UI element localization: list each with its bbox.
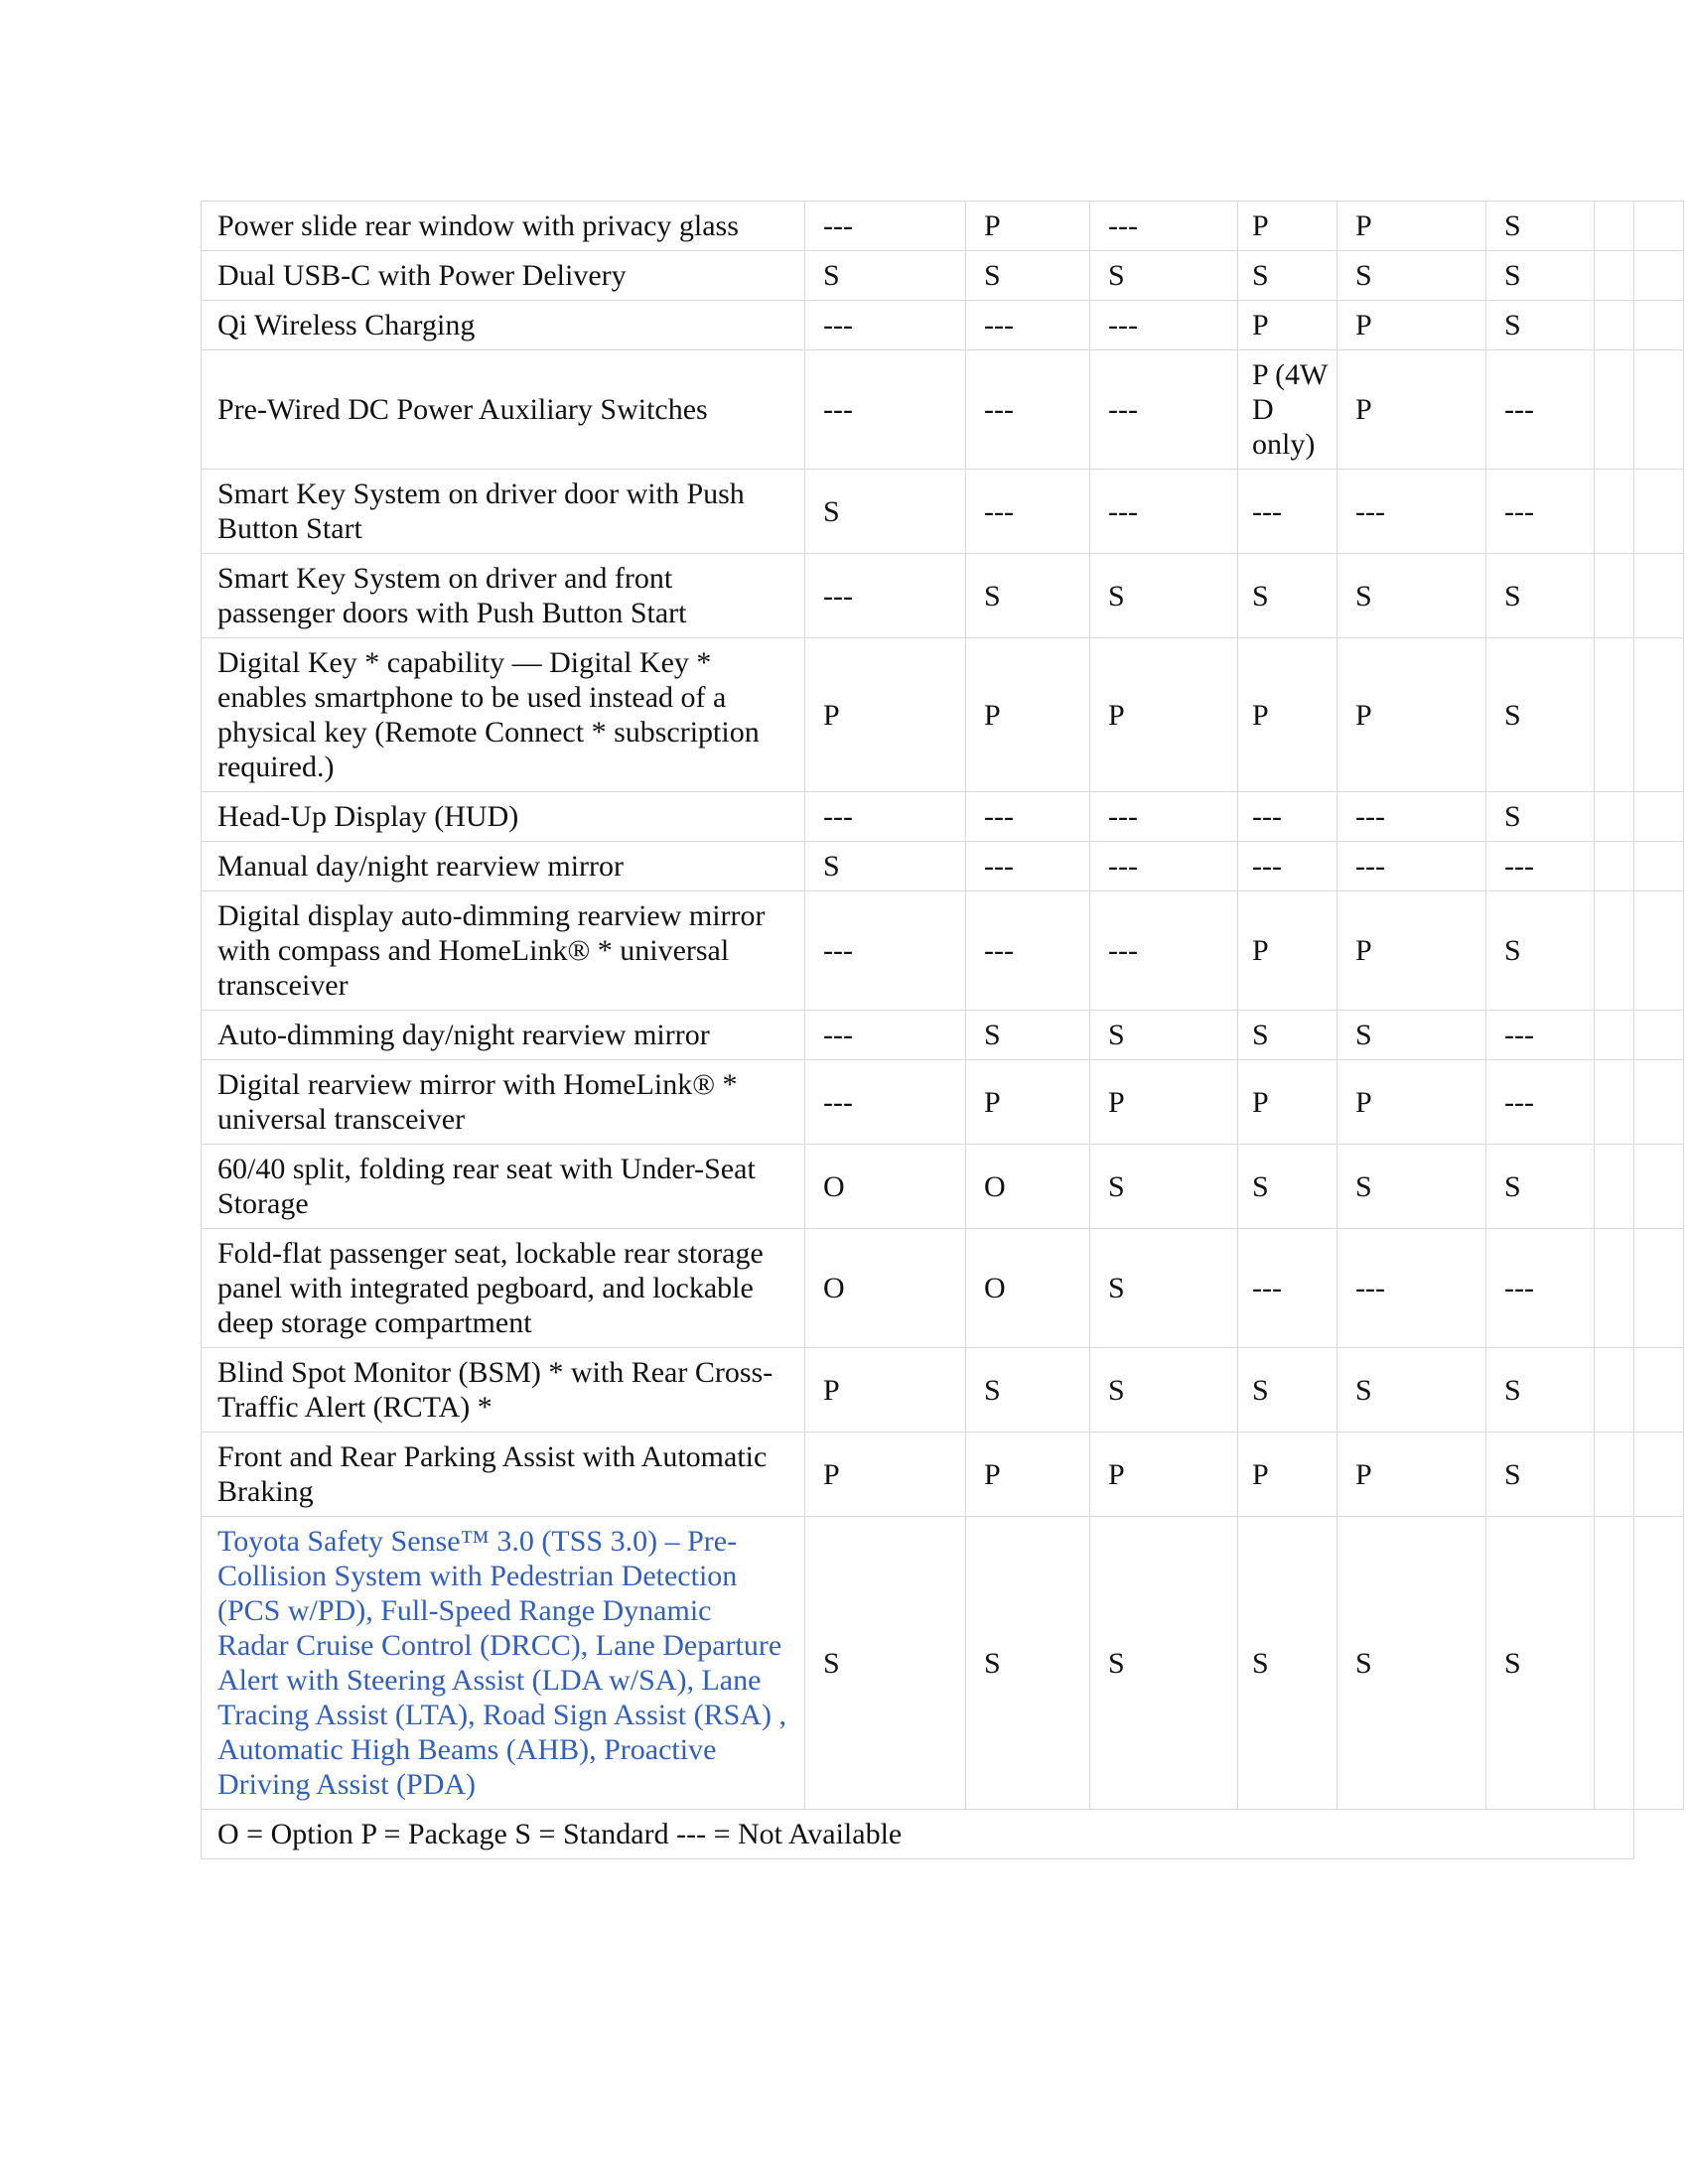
availability-cell: S: [1238, 554, 1337, 638]
feature-name: Auto-dimming day/night rearview mirror: [202, 1011, 805, 1060]
empty-cell: [1595, 470, 1634, 554]
availability-cell: ---: [1486, 350, 1595, 470]
availability-cell: S: [805, 470, 966, 554]
availability-cell: S: [1238, 251, 1337, 301]
feature-name: Pre-Wired DC Power Auxiliary Switches: [202, 350, 805, 470]
empty-cell: [1634, 350, 1684, 470]
empty-cell: [1595, 1011, 1634, 1060]
table-row: [202, 251, 1684, 301]
availability-cell: S: [966, 1348, 1090, 1433]
availability-cell: S: [1486, 251, 1595, 301]
empty-cell: [1634, 1517, 1684, 1810]
table-row: [202, 1517, 1684, 1810]
empty-cell: [1634, 1060, 1684, 1145]
availability-cell: ---: [805, 202, 966, 251]
availability-cell: ---: [1090, 842, 1238, 891]
availability-cell: S: [966, 1517, 1090, 1810]
availability-cell: S: [1486, 638, 1595, 792]
availability-cell: S: [1486, 301, 1595, 350]
empty-cell: [1634, 470, 1684, 554]
availability-cell: S: [805, 251, 966, 301]
availability-cell: ---: [805, 350, 966, 470]
availability-cell: P: [1238, 301, 1337, 350]
feature-name: Dual USB-C with Power Delivery: [202, 251, 805, 301]
availability-cell: S: [1090, 554, 1238, 638]
feature-name: Fold-flat passenger seat, lockable rear storage panel with integrated pegboard, and lockable deep storage compartment: [202, 1229, 805, 1348]
availability-cell: ---: [1486, 842, 1595, 891]
availability-cell: S: [1337, 1011, 1486, 1060]
availability-cell: S: [1486, 202, 1595, 251]
availability-cell: S: [1337, 1517, 1486, 1810]
table-row: [202, 202, 1684, 251]
availability-cell: S: [966, 554, 1090, 638]
availability-cell: S: [1090, 1229, 1238, 1348]
availability-cell: ---: [1090, 350, 1238, 470]
legend-row: [202, 1810, 1684, 1859]
feature-name: Head-Up Display (HUD): [202, 792, 805, 842]
empty-cell: [1634, 1011, 1684, 1060]
availability-cell: P: [1337, 1433, 1486, 1517]
availability-cell: S: [1090, 1011, 1238, 1060]
availability-cell: P: [966, 202, 1090, 251]
availability-cell: ---: [805, 301, 966, 350]
table-row: [202, 1060, 1684, 1145]
feature-name: Digital display auto-dimming rearview mirror with compass and HomeLink® * universal transceiver: [202, 891, 805, 1011]
table-row: [202, 1011, 1684, 1060]
empty-cell: [1595, 350, 1634, 470]
availability-cell: P: [1337, 350, 1486, 470]
feature-name: Front and Rear Parking Assist with Automatic Braking: [202, 1433, 805, 1517]
availability-cell: ---: [966, 301, 1090, 350]
empty-cell: [1595, 842, 1634, 891]
availability-cell: S: [805, 842, 966, 891]
table-row: [202, 1229, 1684, 1348]
availability-cell: S: [966, 251, 1090, 301]
availability-cell: ---: [1337, 842, 1486, 891]
table-row: [202, 470, 1684, 554]
availability-cell: ---: [805, 1060, 966, 1145]
availability-cell: ---: [1090, 891, 1238, 1011]
empty-cell: [1634, 1348, 1684, 1433]
availability-cell: S: [1238, 1011, 1337, 1060]
availability-cell: S: [1486, 1348, 1595, 1433]
table-row: [202, 1145, 1684, 1229]
empty-cell: [1595, 638, 1634, 792]
empty-cell: [1595, 202, 1634, 251]
empty-cell: [1634, 202, 1684, 251]
availability-cell: ---: [1337, 792, 1486, 842]
empty-cell: [1634, 1229, 1684, 1348]
empty-cell: [1634, 638, 1684, 792]
availability-cell: ---: [1238, 470, 1337, 554]
empty-cell: [1634, 792, 1684, 842]
availability-cell: O: [805, 1229, 966, 1348]
availability-cell: ---: [1238, 792, 1337, 842]
feature-name: Smart Key System on driver and front passenger doors with Push Button Start: [202, 554, 805, 638]
empty-cell: [1595, 1517, 1634, 1810]
availability-cell: S: [1486, 792, 1595, 842]
availability-cell: P: [1337, 891, 1486, 1011]
table-row: [202, 1348, 1684, 1433]
empty-cell: [1595, 301, 1634, 350]
availability-cell: ---: [805, 792, 966, 842]
availability-cell: S: [1337, 1348, 1486, 1433]
availability-cell: O: [966, 1229, 1090, 1348]
empty-cell: [1634, 842, 1684, 891]
availability-cell: P: [966, 1433, 1090, 1517]
table-row: [202, 350, 1684, 470]
availability-cell: ---: [966, 350, 1090, 470]
availability-cell: ---: [966, 891, 1090, 1011]
empty-cell: [1595, 554, 1634, 638]
legend-text: O = Option P = Package S = Standard --- = Not Available: [202, 1810, 1634, 1859]
availability-cell: P: [1090, 1060, 1238, 1145]
empty-cell: [1634, 1433, 1684, 1517]
empty-cell: [1595, 1229, 1634, 1348]
availability-cell: P: [1337, 638, 1486, 792]
availability-cell: S: [805, 1517, 966, 1810]
availability-cell: ---: [966, 470, 1090, 554]
availability-cell: ---: [1090, 202, 1238, 251]
availability-cell: ---: [966, 842, 1090, 891]
availability-cell: S: [1090, 1517, 1238, 1810]
availability-cell: P: [1238, 1433, 1337, 1517]
availability-cell: ---: [1090, 301, 1238, 350]
availability-cell: P (4W D only): [1238, 350, 1337, 470]
feature-name: Digital Key * capability — Digital Key * enables smartphone to be used instead of a physical key (Remote Connect * subscription required.): [202, 638, 805, 792]
feature-name: Qi Wireless Charging: [202, 301, 805, 350]
availability-cell: ---: [1486, 470, 1595, 554]
feature-name: Digital rearview mirror with HomeLink® * universal transceiver: [202, 1060, 805, 1145]
feature-availability-table: [201, 201, 1684, 1859]
availability-cell: S: [1090, 251, 1238, 301]
table-row: [202, 891, 1684, 1011]
availability-cell: P: [1337, 202, 1486, 251]
availability-cell: S: [1337, 1145, 1486, 1229]
availability-cell: P: [1337, 1060, 1486, 1145]
availability-cell: ---: [1238, 842, 1337, 891]
availability-cell: S: [966, 1011, 1090, 1060]
availability-cell: S: [1337, 554, 1486, 638]
availability-cell: ---: [1090, 470, 1238, 554]
empty-cell: [1634, 554, 1684, 638]
availability-cell: ---: [805, 1011, 966, 1060]
empty-cell: [1595, 1348, 1634, 1433]
availability-cell: ---: [1238, 1229, 1337, 1348]
table-row: [202, 554, 1684, 638]
legend-spacer: [1634, 1810, 1684, 1859]
availability-cell: S: [1486, 554, 1595, 638]
availability-cell: P: [805, 1348, 966, 1433]
table-row: [202, 301, 1684, 350]
availability-cell: S: [1486, 1145, 1595, 1229]
availability-cell: P: [1090, 1433, 1238, 1517]
availability-cell: ---: [1486, 1229, 1595, 1348]
availability-cell: P: [1238, 1060, 1337, 1145]
availability-cell: S: [1337, 251, 1486, 301]
availability-cell: ---: [1337, 470, 1486, 554]
availability-cell: P: [805, 638, 966, 792]
empty-cell: [1595, 251, 1634, 301]
table-row: [202, 842, 1684, 891]
empty-cell: [1595, 1433, 1634, 1517]
availability-cell: S: [1486, 1433, 1595, 1517]
availability-cell: S: [1238, 1517, 1337, 1810]
empty-cell: [1634, 251, 1684, 301]
availability-cell: P: [1238, 202, 1337, 251]
availability-cell: ---: [1486, 1011, 1595, 1060]
availability-cell: ---: [1337, 1229, 1486, 1348]
availability-cell: P: [805, 1433, 966, 1517]
table-row: [202, 792, 1684, 842]
availability-cell: ---: [1486, 1060, 1595, 1145]
empty-cell: [1634, 301, 1684, 350]
table-row: [202, 638, 1684, 792]
availability-cell: ---: [1090, 792, 1238, 842]
availability-cell: S: [1238, 1145, 1337, 1229]
empty-cell: [1595, 792, 1634, 842]
availability-cell: O: [966, 1145, 1090, 1229]
availability-cell: P: [1238, 891, 1337, 1011]
feature-name: Smart Key System on driver door with Push Button Start: [202, 470, 805, 554]
availability-cell: ---: [805, 554, 966, 638]
feature-link[interactable]: Toyota Safety Sense™ 3.0 (TSS 3.0) – Pre-Collision System with Pedestrian Detection (PCS w/PD), Full-Speed Range Dynamic Radar Cruise Control (DRCC), Lane Departure Alert with Steering Assist (LDA w/SA), Lane Tracing Assist (LTA), Road Sign Assist (RSA) , Automatic High Beams (AHB), Proactive Driving Assist (PDA): [202, 1517, 805, 1810]
availability-cell: S: [1486, 891, 1595, 1011]
availability-cell: ---: [966, 792, 1090, 842]
empty-cell: [1595, 1145, 1634, 1229]
table-row: [202, 1433, 1684, 1517]
availability-cell: S: [1238, 1348, 1337, 1433]
availability-cell: P: [966, 1060, 1090, 1145]
availability-cell: S: [1486, 1517, 1595, 1810]
availability-cell: P: [1337, 301, 1486, 350]
empty-cell: [1634, 1145, 1684, 1229]
availability-cell: ---: [805, 891, 966, 1011]
availability-cell: S: [1090, 1145, 1238, 1229]
empty-cell: [1595, 1060, 1634, 1145]
availability-cell: O: [805, 1145, 966, 1229]
availability-cell: P: [1090, 638, 1238, 792]
availability-cell: P: [966, 638, 1090, 792]
feature-name: Manual day/night rearview mirror: [202, 842, 805, 891]
feature-name: Blind Spot Monitor (BSM) * with Rear Cross-Traffic Alert (RCTA) *: [202, 1348, 805, 1433]
feature-name: Power slide rear window with privacy glass: [202, 202, 805, 251]
availability-cell: P: [1238, 638, 1337, 792]
feature-name: 60/40 split, folding rear seat with Under-Seat Storage: [202, 1145, 805, 1229]
empty-cell: [1595, 891, 1634, 1011]
availability-cell: S: [1090, 1348, 1238, 1433]
empty-cell: [1634, 891, 1684, 1011]
